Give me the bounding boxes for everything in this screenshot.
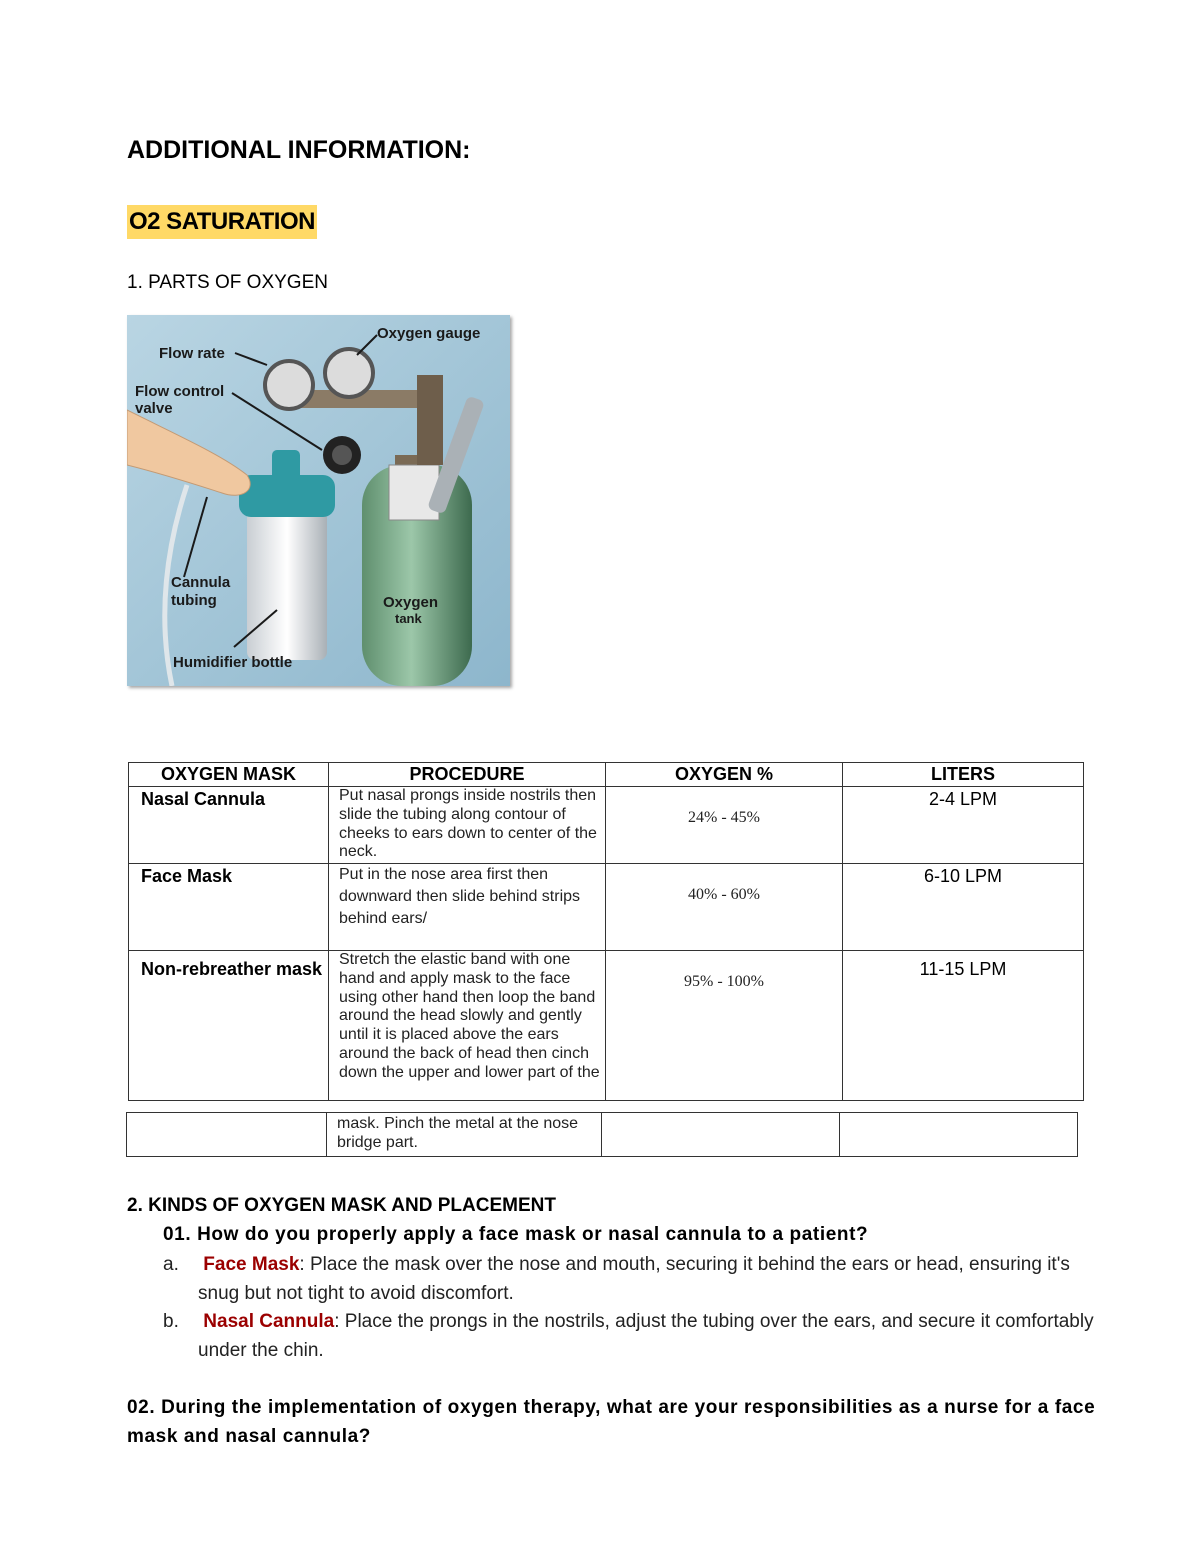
answer-b-term: Nasal Cannula [203, 1311, 335, 1332]
cell-mask: Non-rebreather mask [129, 951, 329, 1101]
cell-procedure: Put nasal prongs inside nostrils then slide the tubing along contour of cheeks to ears down to center of the neck. [329, 787, 606, 864]
oxygen-equipment-illustration [127, 315, 510, 686]
cell-empty [127, 1113, 327, 1157]
page-heading: ADDITIONAL INFORMATION: [127, 136, 471, 164]
label-oxygen-tank-2: tank [395, 611, 422, 626]
table-row [127, 1113, 1078, 1157]
header-liters: LITERS [843, 763, 1084, 787]
humidifier-bottle-shape [247, 510, 327, 660]
section-title: O2 SATURATION [127, 205, 317, 239]
cell-procedure: Stretch the elastic band with one hand and apply mask to the face using other hand then loop the band around the head slowly and gently until it is placed above the ears around the back of head then cinch down the upper and lower part of the [329, 951, 606, 1101]
answer-b [198, 1307, 1103, 1365]
question-1: 01. How do you properly apply a face mask or nasal cannula to a patient? [163, 1224, 869, 1245]
label-cannula: Cannula [171, 574, 231, 591]
cell-mask: Nasal Cannula [129, 787, 329, 864]
oxygen-equipment-figure [127, 315, 510, 686]
answer-b-text: : Place the prongs in the nostrils, adjust the tubing over the ears, and secure it comfortably under the chin. [198, 1311, 1094, 1361]
cell-empty [602, 1113, 840, 1157]
cell-procedure-continued: mask. Pinch the metal at the nose bridge part. [327, 1113, 602, 1157]
cell-liters: 11-15 LPM [843, 951, 1084, 1101]
oxygen-mask-table [128, 762, 1084, 1101]
cell-procedure: Put in the nose area first then downward then slide behind strips behind ears/ [329, 864, 606, 951]
answer-a [198, 1250, 1098, 1308]
label-flow-control: Flow control [135, 383, 225, 400]
answer-b-marker: b. [163, 1311, 179, 1332]
table-row [129, 864, 1084, 951]
label-flow-rate: Flow rate [159, 345, 225, 362]
table-row [129, 787, 1084, 864]
answer-a-text: : Place the mask over the nose and mouth, securing it behind the ears or head, ensuring it's snug but not tight to avoid discomfort. [198, 1254, 1070, 1304]
label-oxygen-gauge: Oxygen gauge [377, 325, 481, 342]
answer-a-term: Face Mask [203, 1254, 300, 1275]
cell-oxygen: 95% - 100% [606, 951, 843, 1101]
cell-empty [840, 1113, 1078, 1157]
cell-oxygen: 40% - 60% [606, 864, 843, 951]
table-continuation [126, 1112, 1078, 1157]
answer-a-marker: a. [163, 1254, 179, 1275]
parts-of-oxygen-title: 1. PARTS OF OXYGEN [127, 272, 328, 293]
header-oxygen-percent: OXYGEN % [606, 763, 843, 787]
cell-oxygen: 24% - 45% [606, 787, 843, 864]
cell-mask: Face Mask [129, 864, 329, 951]
question-2: 02. During the implementation of oxygen therapy, what are your responsibilities as a nurse for a face mask and nasal cannula? [127, 1397, 1096, 1447]
header-oxygen-mask: OXYGEN MASK [129, 763, 329, 787]
cell-liters: 6-10 LPM [843, 864, 1084, 951]
flow-rate-gauge-shape [265, 361, 313, 409]
oxygen-gauge-shape [325, 349, 373, 397]
kinds-of-mask-title: 2. KINDS OF OXYGEN MASK AND PLACEMENT [127, 1195, 556, 1216]
label-oxygen-tank: Oxygen [383, 594, 439, 611]
table-header-row [129, 763, 1084, 787]
header-procedure: PROCEDURE [329, 763, 606, 787]
label-cannula-2: tubing [171, 592, 217, 609]
table-row [129, 951, 1084, 1101]
cell-liters: 2-4 LPM [843, 787, 1084, 864]
label-humidifier-bottle: Humidifier bottle [173, 654, 293, 671]
label-flow-control-2: valve [135, 400, 173, 417]
